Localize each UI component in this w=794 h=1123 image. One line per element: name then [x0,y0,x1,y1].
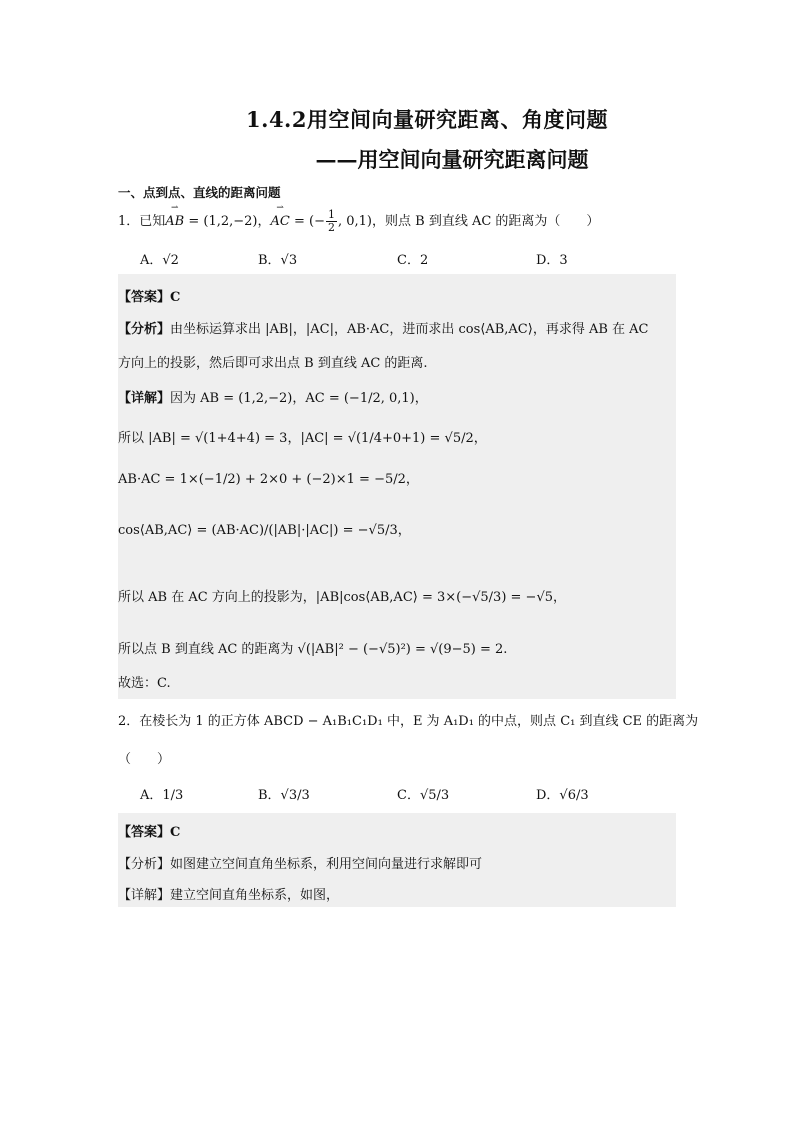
answer-1: 【答案】C [118,290,181,305]
analysis-1-line-1: 【分析】由坐标运算求出 |AB|，|AC|，AB·AC，进而求出 cos⟨AB,AC⟩，再求得 AB 在 AC [118,322,649,337]
q1-option-a: A．√2 [140,253,179,268]
section-heading: 一、点到点、直线的距离问题 [118,185,281,200]
q1-option-b: B．√3 [258,253,298,268]
answer-1-panel [118,274,676,699]
q2-option-d: D．√6/3 [536,788,589,803]
detail-2: 【详解】建立空间直角坐标系，如图， [118,888,340,903]
answer-2-panel [118,813,676,907]
q1-option-d: D．3 [536,253,568,268]
title-line-2: ——用空间向量研究距离问题 [315,147,589,172]
q2-option-c: C．√5/3 [397,788,450,803]
question-1-stem: 1．已知⇀ AB = (1,2,−2)，⇀ AC = (− $\frac{1}{2}$ , 0,1)，则点 B 到直线 AC 的距离为（ ） [118,209,599,234]
fraction: $\frac{1}{2}$ [327,208,335,234]
question-2-stem-line-2: （ ） [118,752,171,767]
q1-option-c: C．2 [397,253,429,268]
answer-2: 【答案】C [118,825,181,840]
title-line-1: 1.4.2用空间向量研究距离、角度问题 [246,107,608,132]
detail-1-line-3: AB·AC = 1×(−1/2) + 2×0 + (−2)×1 = −5/2， [118,472,419,487]
analysis-2: 【分析】如图建立空间直角坐标系，利用空间向量进行求解即可 [118,857,483,872]
detail-1-line-7: 故选：C. [118,676,171,691]
analysis-1-line-2: 方向上的投影，然后即可求出点 B 到直线 AC 的距离. [118,356,428,371]
q2-option-a: A．1/3 [140,788,184,803]
detail-1-line-2: 所以 |AB| = √(1+4+4) = 3，|AC| = √(1/4+0+1) = √5/2， [118,431,487,446]
detail-1-line-4: cos⟨AB,AC⟩ = (AB·AC)/(|AB|·|AC|) = −√5/3， [118,523,411,538]
detail-1-line-6: 所以点 B 到直线 AC 的距离为 √(|AB|² − (−√5)²) = √(9−5) = 2. [118,642,508,657]
question-2-stem-line-1: 2．在棱长为 1 的正方体 ABCD − A₁B₁C₁D₁ 中，E 为 A₁D₁ 的中点，则点 C₁ 到直线 CE 的距离为 [118,714,699,729]
detail-1-line-5: 所以 AB 在 AC 方向上的投影为，|AB|cos⟨AB,AC⟩ = 3×(−√5/3) = −√5， [118,590,567,605]
detail-1-line-1: 【详解】因为 AB = (1,2,−2)，AC = (−1/2, 0,1)， [118,391,428,406]
q2-option-b: B．√3/3 [258,788,310,803]
